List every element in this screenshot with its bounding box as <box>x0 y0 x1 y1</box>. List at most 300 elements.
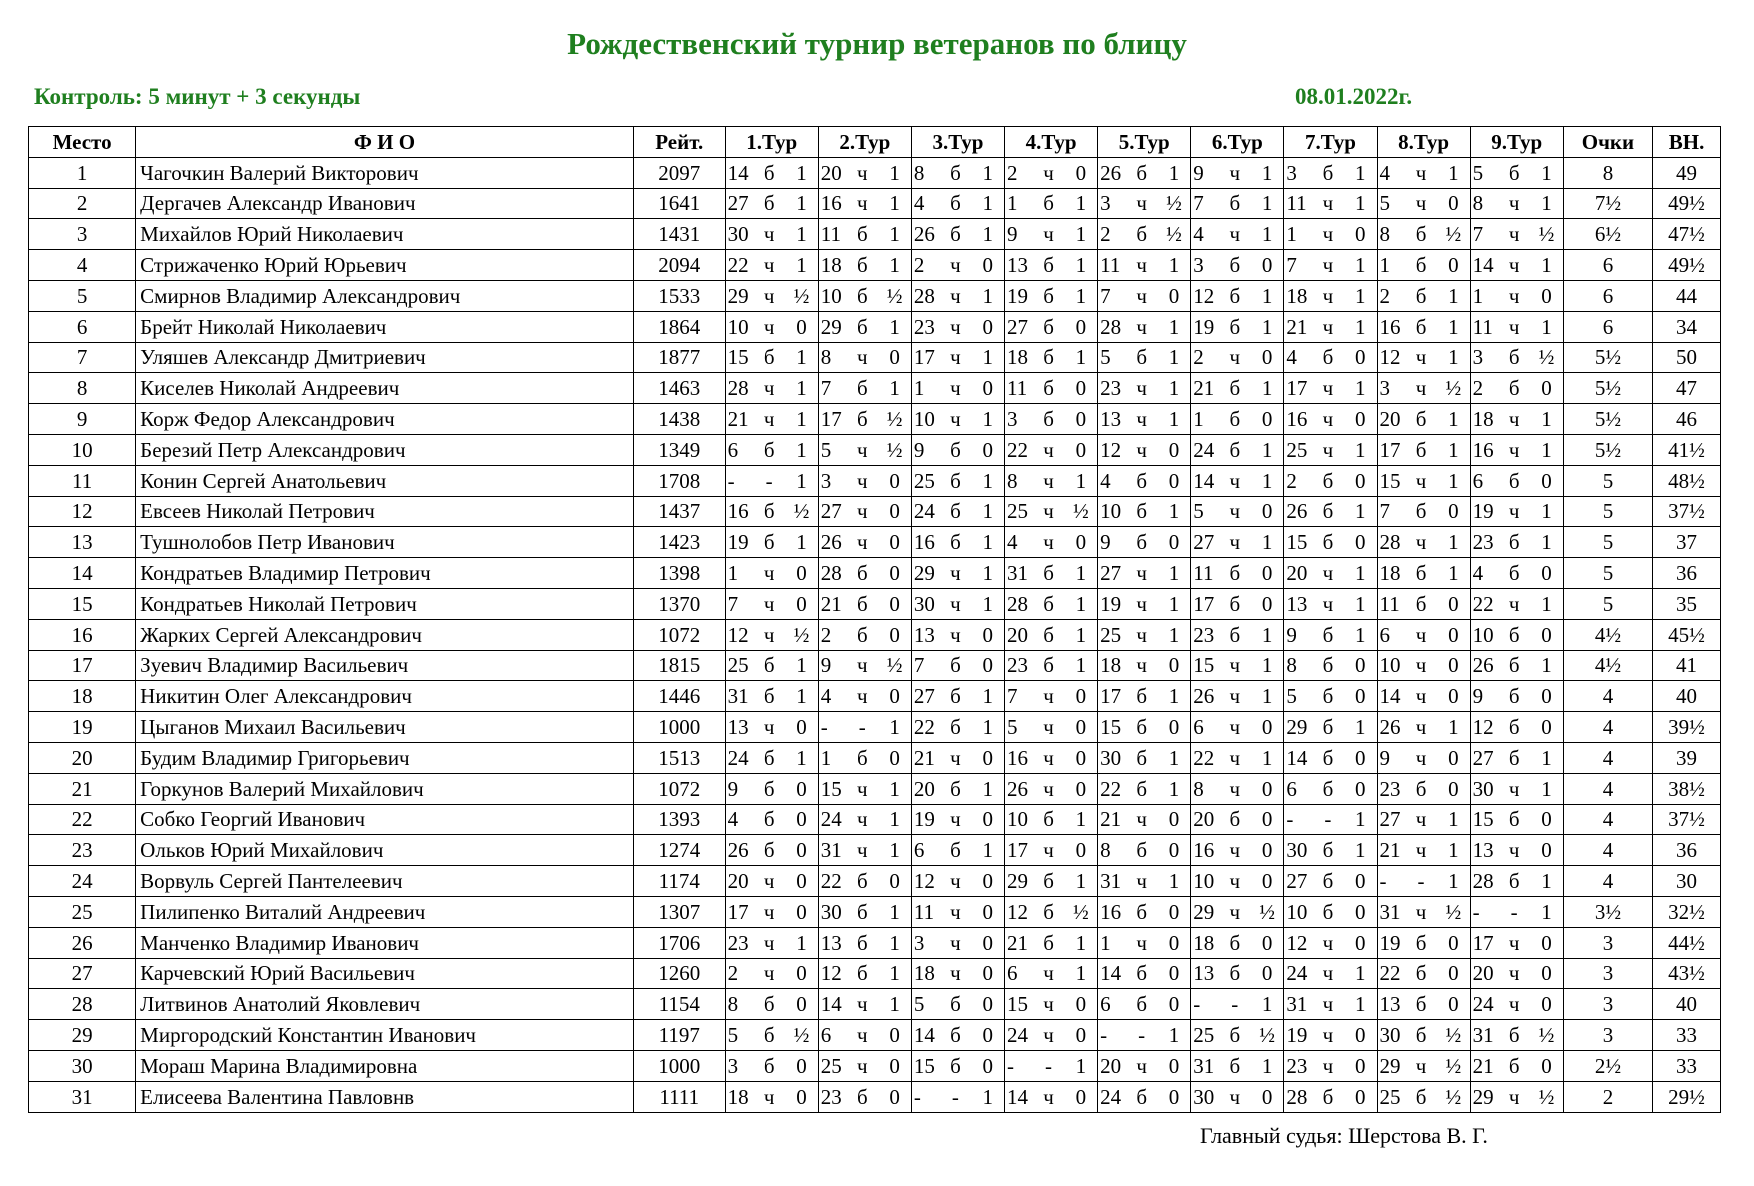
result-cell: 1 <box>971 558 1004 589</box>
chief-judge: Главный судья: Шерстова В. Г. <box>1200 1123 1488 1148</box>
opponent-cell: 24 <box>1005 1020 1033 1051</box>
color-cell: ч <box>846 1020 878 1051</box>
result-cell: 0 <box>1251 588 1284 619</box>
result-cell: 0 <box>971 434 1004 465</box>
color-cell: б <box>1033 558 1065 589</box>
result-cell: 1 <box>1530 742 1563 773</box>
opponent-cell: 13 <box>1191 958 1219 989</box>
opponent-cell: 15 <box>725 342 753 373</box>
result-cell: 0 <box>1437 588 1470 619</box>
result-cell: 0 <box>1065 989 1098 1020</box>
result-cell: 1 <box>971 496 1004 527</box>
opponent-cell: 9 <box>1470 681 1498 712</box>
color-cell: б <box>1219 804 1251 835</box>
opponent-cell: 16 <box>911 527 939 558</box>
place-cell: 30 <box>29 1050 136 1081</box>
color-cell: ч <box>1498 588 1530 619</box>
rating-cell: 1072 <box>633 773 725 804</box>
color-cell: б <box>1312 742 1344 773</box>
opponent-cell: 23 <box>911 311 939 342</box>
opponent-cell: 10 <box>1191 866 1219 897</box>
opponent-cell: 15 <box>818 773 846 804</box>
opponent-cell: 21 <box>725 404 753 435</box>
opponent-cell: 15 <box>1005 989 1033 1020</box>
color-cell: б <box>1405 311 1437 342</box>
opponent-cell: 12 <box>725 619 753 650</box>
color-cell: ч <box>753 404 785 435</box>
opponent-cell: 5 <box>1005 712 1033 743</box>
color-cell: ч <box>753 280 785 311</box>
result-cell: 1 <box>1437 157 1470 188</box>
result-cell: 1 <box>1437 342 1470 373</box>
opponent-cell: 11 <box>1377 588 1405 619</box>
color-cell: ч <box>846 1050 878 1081</box>
color-cell: ч <box>1498 404 1530 435</box>
header-round-5: 5.Тур <box>1098 127 1191 158</box>
color-cell: ч <box>1312 373 1344 404</box>
place-cell: 1 <box>29 157 136 188</box>
result-cell: 1 <box>785 404 818 435</box>
table-row <box>29 434 1721 465</box>
color-cell: б <box>1498 619 1530 650</box>
buchholz-cell: 40 <box>1653 681 1721 712</box>
result-cell: 0 <box>1065 311 1098 342</box>
result-cell: 1 <box>1065 219 1098 250</box>
result-cell: 0 <box>1251 558 1284 589</box>
opponent-cell: 3 <box>1470 342 1498 373</box>
result-cell: 0 <box>1344 404 1377 435</box>
color-cell: б <box>1033 804 1065 835</box>
result-cell: 0 <box>1251 927 1284 958</box>
result-cell: 1 <box>1530 866 1563 897</box>
result-cell: 1 <box>1065 188 1098 219</box>
color-cell: ч <box>753 896 785 927</box>
color-cell: ч <box>846 342 878 373</box>
result-cell: 1 <box>785 188 818 219</box>
opponent-cell: 15 <box>911 1050 939 1081</box>
result-cell: 1 <box>971 773 1004 804</box>
result-cell: ½ <box>1158 219 1191 250</box>
opponent-cell: 9 <box>818 650 846 681</box>
result-cell: 1 <box>1251 373 1284 404</box>
opponent-cell: 27 <box>1470 742 1498 773</box>
color-cell: ч <box>1405 742 1437 773</box>
color-cell: б <box>1219 250 1251 281</box>
place-cell: 22 <box>29 804 136 835</box>
color-cell: б <box>939 1020 971 1051</box>
opponent-cell: - <box>1284 804 1312 835</box>
opponent-cell: 7 <box>1098 280 1126 311</box>
color-cell: ч <box>939 958 971 989</box>
color-cell: ч <box>1126 404 1158 435</box>
points-cell: 2½ <box>1563 1050 1652 1081</box>
player-name-cell: Березий Петр Александрович <box>136 434 634 465</box>
opponent-cell: 13 <box>1284 588 1312 619</box>
opponent-cell: 12 <box>818 958 846 989</box>
opponent-cell: 1 <box>1284 219 1312 250</box>
opponent-cell: - <box>725 465 753 496</box>
opponent-cell: 22 <box>1377 958 1405 989</box>
opponent-cell: 12 <box>1470 712 1498 743</box>
color-cell: б <box>939 157 971 188</box>
opponent-cell: 17 <box>1191 588 1219 619</box>
result-cell: 1 <box>971 465 1004 496</box>
buchholz-cell: 34 <box>1653 311 1721 342</box>
table-row <box>29 804 1721 835</box>
result-cell: ½ <box>1251 1020 1284 1051</box>
opponent-cell: 8 <box>1005 465 1033 496</box>
result-cell: ½ <box>1530 219 1563 250</box>
color-cell: б <box>1312 157 1344 188</box>
color-cell: б <box>939 219 971 250</box>
opponent-cell: 23 <box>818 1081 846 1112</box>
opponent-cell: 6 <box>725 434 753 465</box>
result-cell: 1 <box>1344 496 1377 527</box>
points-cell: 5 <box>1563 558 1652 589</box>
place-cell: 12 <box>29 496 136 527</box>
result-cell: 0 <box>1344 1081 1377 1112</box>
opponent-cell: 19 <box>1284 1020 1312 1051</box>
opponent-cell: 29 <box>818 311 846 342</box>
result-cell: 1 <box>971 835 1004 866</box>
opponent-cell: 26 <box>1005 773 1033 804</box>
opponent-cell: 12 <box>1005 896 1033 927</box>
color-cell: ч <box>753 558 785 589</box>
opponent-cell: 30 <box>1284 835 1312 866</box>
opponent-cell: - <box>911 1081 939 1112</box>
color-cell: ч <box>1126 866 1158 897</box>
opponent-cell: 30 <box>911 588 939 619</box>
opponent-cell: 1 <box>1005 188 1033 219</box>
result-cell: 1 <box>971 712 1004 743</box>
result-cell: 0 <box>971 896 1004 927</box>
place-cell: 24 <box>29 866 136 897</box>
color-cell: ч <box>846 527 878 558</box>
opponent-cell: 4 <box>818 681 846 712</box>
result-cell: 1 <box>1251 527 1284 558</box>
points-cell: 3 <box>1563 958 1652 989</box>
color-cell: ч <box>1405 650 1437 681</box>
result-cell: 0 <box>1158 1081 1191 1112</box>
opponent-cell: 8 <box>1284 650 1312 681</box>
color-cell: б <box>753 1050 785 1081</box>
opponent-cell: 15 <box>1098 712 1126 743</box>
opponent-cell: 5 <box>911 989 939 1020</box>
result-cell: 1 <box>1158 1020 1191 1051</box>
opponent-cell: 18 <box>1284 280 1312 311</box>
rating-cell: 1307 <box>633 896 725 927</box>
color-cell: б <box>1033 866 1065 897</box>
buchholz-cell: 38½ <box>1653 773 1721 804</box>
opponent-cell: 5 <box>818 434 846 465</box>
color-cell: б <box>1498 742 1530 773</box>
result-cell: ½ <box>1158 188 1191 219</box>
result-cell: 1 <box>1344 989 1377 1020</box>
opponent-cell: 8 <box>1377 219 1405 250</box>
color-cell: ч <box>939 280 971 311</box>
color-cell: ч <box>1033 527 1065 558</box>
color-cell: ч <box>1405 681 1437 712</box>
opponent-cell: 2 <box>1470 373 1498 404</box>
color-cell: ч <box>1219 342 1251 373</box>
result-cell: 1 <box>1158 496 1191 527</box>
color-cell: ч <box>1312 280 1344 311</box>
place-cell: 2 <box>29 188 136 219</box>
table-row <box>29 927 1721 958</box>
points-cell: 3 <box>1563 927 1652 958</box>
rating-cell: 1864 <box>633 311 725 342</box>
color-cell: ч <box>1033 773 1065 804</box>
color-cell: ч <box>1219 1081 1251 1112</box>
place-cell: 3 <box>29 219 136 250</box>
opponent-cell: 28 <box>725 373 753 404</box>
table-row <box>29 742 1721 773</box>
opponent-cell: - <box>1470 896 1498 927</box>
opponent-cell: 1 <box>1191 404 1219 435</box>
result-cell: 1 <box>1158 373 1191 404</box>
color-cell: ч <box>939 558 971 589</box>
color-cell: ч <box>753 311 785 342</box>
table-row <box>29 712 1721 743</box>
result-cell: 1 <box>1065 958 1098 989</box>
opponent-cell: 16 <box>1098 896 1126 927</box>
opponent-cell: 30 <box>1191 1081 1219 1112</box>
result-cell: 0 <box>1344 527 1377 558</box>
opponent-cell: 6 <box>1284 773 1312 804</box>
player-name-cell: Будим Владимир Григорьевич <box>136 742 634 773</box>
opponent-cell: 8 <box>1191 773 1219 804</box>
color-cell: ч <box>1498 280 1530 311</box>
opponent-cell: 10 <box>1284 896 1312 927</box>
player-name-cell: Ворвуль Сергей Пантелеевич <box>136 866 634 897</box>
rating-cell: 2097 <box>633 157 725 188</box>
color-cell: б <box>1219 1020 1251 1051</box>
result-cell: 0 <box>878 527 911 558</box>
color-cell: б <box>1498 1050 1530 1081</box>
color-cell: ч <box>1219 742 1251 773</box>
opponent-cell: 27 <box>1098 558 1126 589</box>
color-cell: - <box>1498 896 1530 927</box>
color-cell: б <box>1498 712 1530 743</box>
result-cell: 1 <box>878 219 911 250</box>
buchholz-cell: 49½ <box>1653 188 1721 219</box>
result-cell: 0 <box>878 588 911 619</box>
color-cell: ч <box>939 311 971 342</box>
header-place: Место <box>29 127 136 158</box>
color-cell: б <box>1126 527 1158 558</box>
opponent-cell: 15 <box>1191 650 1219 681</box>
color-cell: ч <box>1126 650 1158 681</box>
buchholz-cell: 50 <box>1653 342 1721 373</box>
result-cell: 0 <box>1344 219 1377 250</box>
result-cell: 0 <box>878 742 911 773</box>
place-cell: 21 <box>29 773 136 804</box>
opponent-cell: 17 <box>1470 927 1498 958</box>
color-cell: ч <box>753 958 785 989</box>
result-cell: 0 <box>1437 496 1470 527</box>
result-cell: 1 <box>1344 434 1377 465</box>
result-cell: 1 <box>878 835 911 866</box>
table-row <box>29 835 1721 866</box>
result-cell: 1 <box>1251 280 1284 311</box>
buchholz-cell: 33 <box>1653 1020 1721 1051</box>
result-cell: 0 <box>1158 434 1191 465</box>
result-cell: 1 <box>785 927 818 958</box>
color-cell: ч <box>1498 188 1530 219</box>
color-cell: ч <box>1033 434 1065 465</box>
color-cell: б <box>1126 496 1158 527</box>
opponent-cell: 5 <box>1377 188 1405 219</box>
result-cell: 0 <box>1344 681 1377 712</box>
result-cell: 1 <box>1530 188 1563 219</box>
color-cell: ч <box>939 250 971 281</box>
opponent-cell: 11 <box>818 219 846 250</box>
buchholz-cell: 39½ <box>1653 712 1721 743</box>
result-cell: 1 <box>1530 157 1563 188</box>
result-cell: 0 <box>878 1081 911 1112</box>
color-cell: ч <box>1498 958 1530 989</box>
opponent-cell: 16 <box>1470 434 1498 465</box>
table-row <box>29 311 1721 342</box>
color-cell: ч <box>1405 1050 1437 1081</box>
color-cell: б <box>1405 496 1437 527</box>
buchholz-cell: 37½ <box>1653 496 1721 527</box>
color-cell: б <box>1498 558 1530 589</box>
opponent-cell: 2 <box>1191 342 1219 373</box>
opponent-cell: 10 <box>911 404 939 435</box>
result-cell: 0 <box>1158 927 1191 958</box>
color-cell: ч <box>939 896 971 927</box>
opponent-cell: 29 <box>1284 712 1312 743</box>
opponent-cell: 28 <box>1377 527 1405 558</box>
opponent-cell: 13 <box>1005 250 1033 281</box>
result-cell: 0 <box>785 773 818 804</box>
color-cell: б <box>1126 219 1158 250</box>
player-name-cell: Зуевич Владимир Васильевич <box>136 650 634 681</box>
buchholz-cell: 46 <box>1653 404 1721 435</box>
color-cell: ч <box>1498 927 1530 958</box>
result-cell: 0 <box>971 866 1004 897</box>
opponent-cell: 18 <box>1005 342 1033 373</box>
color-cell: б <box>1498 157 1530 188</box>
opponent-cell: 29 <box>1005 866 1033 897</box>
opponent-cell: 27 <box>911 681 939 712</box>
opponent-cell: 27 <box>1005 311 1033 342</box>
rating-cell: 1706 <box>633 927 725 958</box>
result-cell: 0 <box>1158 835 1191 866</box>
buchholz-cell: 30 <box>1653 866 1721 897</box>
result-cell: 1 <box>1530 588 1563 619</box>
color-cell: б <box>846 280 878 311</box>
color-cell: б <box>939 434 971 465</box>
opponent-cell: 17 <box>725 896 753 927</box>
opponent-cell: 11 <box>1005 373 1033 404</box>
color-cell: ч <box>846 835 878 866</box>
opponent-cell: 18 <box>1191 927 1219 958</box>
color-cell: ч <box>1126 434 1158 465</box>
result-cell: ½ <box>1437 219 1470 250</box>
result-cell: 1 <box>1158 342 1191 373</box>
points-cell: 4 <box>1563 742 1652 773</box>
color-cell: ч <box>753 250 785 281</box>
opponent-cell: 11 <box>1191 558 1219 589</box>
table-row <box>29 157 1721 188</box>
color-cell: ч <box>939 866 971 897</box>
points-cell: 5½ <box>1563 373 1652 404</box>
result-cell: 0 <box>1530 465 1563 496</box>
points-cell: 4 <box>1563 681 1652 712</box>
buchholz-cell: 32½ <box>1653 896 1721 927</box>
opponent-cell: 31 <box>1191 1050 1219 1081</box>
result-cell: 0 <box>1530 712 1563 743</box>
points-cell: 7½ <box>1563 188 1652 219</box>
color-cell: б <box>1219 434 1251 465</box>
rating-cell: 1154 <box>633 989 725 1020</box>
rating-cell: 1174 <box>633 866 725 897</box>
opponent-cell: 10 <box>1005 804 1033 835</box>
opponent-cell: 30 <box>1377 1020 1405 1051</box>
place-cell: 20 <box>29 742 136 773</box>
color-cell: б <box>1033 342 1065 373</box>
result-cell: 0 <box>1158 958 1191 989</box>
result-cell: 1 <box>1344 373 1377 404</box>
result-cell: 1 <box>1065 650 1098 681</box>
color-cell: ч <box>1033 1081 1065 1112</box>
player-name-cell: Стрижаченко Юрий Юрьевич <box>136 250 634 281</box>
color-cell: ч <box>1312 989 1344 1020</box>
opponent-cell: 18 <box>911 958 939 989</box>
color-cell: б <box>1405 558 1437 589</box>
opponent-cell: 11 <box>911 896 939 927</box>
opponent-cell: 4 <box>1098 465 1126 496</box>
rating-cell: 1438 <box>633 404 725 435</box>
opponent-cell: 4 <box>1470 558 1498 589</box>
color-cell: ч <box>1219 866 1251 897</box>
result-cell: 0 <box>1065 681 1098 712</box>
place-cell: 18 <box>29 681 136 712</box>
result-cell: 1 <box>1065 342 1098 373</box>
table-row <box>29 1081 1721 1112</box>
opponent-cell: 25 <box>1377 1081 1405 1112</box>
opponent-cell: 20 <box>1191 804 1219 835</box>
opponent-cell: 20 <box>1377 404 1405 435</box>
color-cell: ч <box>1126 311 1158 342</box>
opponent-cell: 14 <box>1377 681 1405 712</box>
result-cell: 1 <box>1344 311 1377 342</box>
opponent-cell: 8 <box>1470 188 1498 219</box>
color-cell: б <box>939 527 971 558</box>
color-cell: б <box>939 1050 971 1081</box>
opponent-cell: 27 <box>1191 527 1219 558</box>
result-cell: 1 <box>785 219 818 250</box>
rating-cell: 1370 <box>633 588 725 619</box>
result-cell: 0 <box>878 866 911 897</box>
color-cell: б <box>1405 927 1437 958</box>
player-name-cell: Цыганов Михаил Васильевич <box>136 712 634 743</box>
color-cell: б <box>1312 496 1344 527</box>
color-cell: ч <box>1405 157 1437 188</box>
color-cell: б <box>1033 250 1065 281</box>
table-row <box>29 1020 1721 1051</box>
opponent-cell: - <box>1377 866 1405 897</box>
result-cell: 1 <box>971 527 1004 558</box>
opponent-cell: 14 <box>1098 958 1126 989</box>
result-cell: 1 <box>1344 280 1377 311</box>
color-cell: б <box>1405 588 1437 619</box>
opponent-cell: 15 <box>1284 527 1312 558</box>
result-cell: 1 <box>1437 712 1470 743</box>
color-cell: б <box>753 496 785 527</box>
